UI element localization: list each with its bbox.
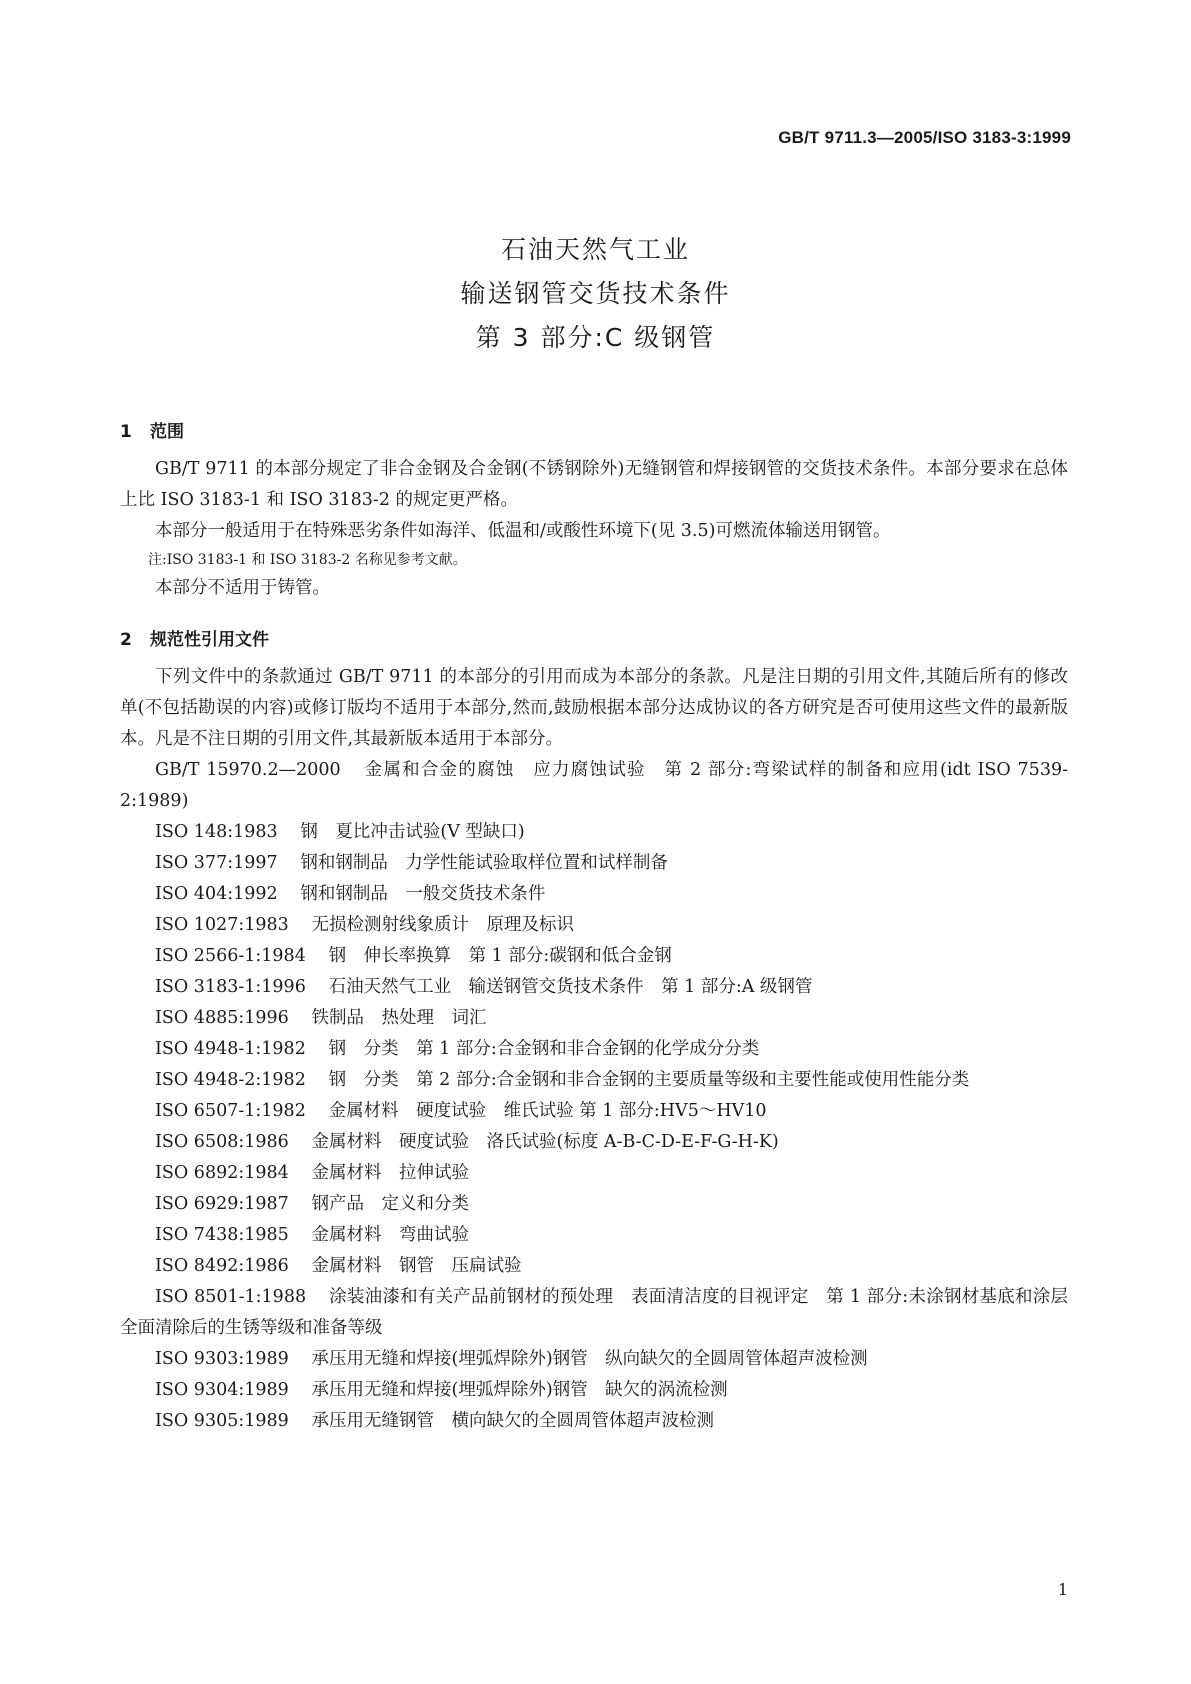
paragraph: 本部分不适用于铸管。 <box>155 578 330 598</box>
reference-code: ISO 6507-1:1982 <box>155 1101 306 1121</box>
reference-item <box>120 1344 1068 1375</box>
reference-code: ISO 6508:1986 <box>155 1132 289 1152</box>
reference-code: ISO 9304:1989 <box>155 1380 289 1400</box>
reference-item <box>120 1406 1068 1437</box>
section-1-heading <box>120 410 1068 454</box>
reference-item <box>120 755 1068 817</box>
section-title: 规范性引用文件 <box>150 630 269 650</box>
reference-title: 无损检测射线象质计 原理及标识 <box>311 915 575 935</box>
reference-title: 金属材料 硬度试验 维氏试验 第 1 部分:HV5～HV10 <box>328 1101 767 1121</box>
reference-item <box>120 1251 1068 1282</box>
title-line-2: 输送钢管交货技术条件 <box>460 279 731 308</box>
title-line-1: 石油天然气工业 <box>500 235 690 264</box>
reference-item <box>120 1189 1068 1220</box>
reference-title: 钢和钢制品 力学性能试验取样位置和试样制备 <box>300 853 668 873</box>
reference-code: ISO 9305:1989 <box>155 1411 289 1431</box>
reference-title: 铁制品 热处理 词汇 <box>311 1008 487 1028</box>
reference-code: ISO 377:1997 <box>155 853 278 873</box>
reference-title: 金属材料 钢管 压扁试验 <box>311 1256 522 1276</box>
reference-code: ISO 4948-1:1982 <box>155 1039 306 1059</box>
reference-item <box>120 1034 1068 1065</box>
reference-title: 钢 分类 第 1 部分:合金钢和非合金钢的化学成分分类 <box>328 1039 760 1059</box>
reference-item <box>120 910 1068 941</box>
reference-code: ISO 404:1992 <box>155 884 278 904</box>
paragraph: GB/T 9711 的本部分规定了非合金钢及合金钢(不锈钢除外)无缝钢管和焊接钢管的交货技术条件。本部分要求在总体上比 ISO 3183-1 和 ISO 3183-2 的规定更严格。 <box>120 459 1068 510</box>
section-title: 范围 <box>150 422 184 442</box>
document-title <box>0 228 1191 360</box>
reference-title: 钢产品 定义和分类 <box>311 1194 470 1214</box>
reference-title: 钢 夏比冲击试验(V 型缺口) <box>300 822 525 842</box>
note: 注:ISO 3183-1 和 ISO 3183-2 名称见参考文献。 <box>148 552 467 568</box>
reference-title: 金属材料 弯曲试验 <box>311 1225 470 1245</box>
paragraph: 下列文件中的条款通过 GB/T 9711 的本部分的引用而成为本部分的条款。凡是注日期的引用文件,其随后所有的修改单(不包括勘误的内容)或修订版均不适用于本部分,然而,鼓励根据本部分达成协议的各方研究是否可使用这些文件的最新版本。凡是不注日期的引用文件,其最新版本适用于本部分。 <box>120 667 1068 749</box>
title-line-3: 第 3 部分:C 级钢管 <box>475 323 716 352</box>
reference-code: GB/T 15970.2—2000 <box>155 760 341 780</box>
section-number: 2 <box>120 630 132 650</box>
reference-item <box>120 848 1068 879</box>
reference-item <box>120 941 1068 972</box>
reference-code: ISO 4885:1996 <box>155 1008 289 1028</box>
reference-item <box>120 1096 1068 1127</box>
reference-list <box>120 755 1068 1437</box>
reference-title: 涂装油漆和有关产品前钢材的预处理 表面清洁度的目视评定 第 1 部分:未涂钢材基底和涂层全面清除后的生锈等级和准备等级 <box>120 1287 1069 1338</box>
reference-item <box>120 1003 1068 1034</box>
reference-title: 钢 分类 第 2 部分:合金钢和非合金钢的主要质量等级和主要性能或使用性能分类 <box>328 1070 970 1090</box>
reference-item <box>120 1065 1068 1096</box>
paragraph: 本部分一般适用于在特殊恶劣条件如海洋、低温和/或酸性环境下(见 3.5)可燃流体输送用钢管。 <box>155 521 891 541</box>
reference-item <box>120 1127 1068 1158</box>
section-2-heading <box>120 618 1068 662</box>
reference-code: ISO 6929:1987 <box>155 1194 289 1214</box>
standard-number: GB/T 9711.3—2005/ISO 3183-3:1999 <box>778 128 1071 147</box>
reference-code: ISO 8492:1986 <box>155 1256 289 1276</box>
reference-code: ISO 1027:1983 <box>155 915 289 935</box>
reference-code: ISO 7438:1985 <box>155 1225 289 1245</box>
reference-code: ISO 8501-1:1988 <box>155 1287 307 1307</box>
reference-code: ISO 148:1983 <box>155 822 278 842</box>
reference-title: 石油天然气工业 输送钢管交货技术条件 第 1 部分:A 级钢管 <box>328 977 813 997</box>
reference-code: ISO 9303:1989 <box>155 1349 289 1369</box>
reference-title: 承压用无缝和焊接(埋弧焊除外)钢管 缺欠的涡流检测 <box>311 1380 728 1400</box>
section-number: 1 <box>120 422 132 442</box>
reference-code: ISO 6892:1984 <box>155 1163 289 1183</box>
reference-title: 金属材料 拉伸试验 <box>311 1163 470 1183</box>
reference-title: 钢和钢制品 一般交货技术条件 <box>300 884 546 904</box>
reference-title: 承压用无缝和焊接(埋弧焊除外)钢管 纵向缺欠的全圆周管体超声波检测 <box>311 1349 868 1369</box>
reference-title: 钢 伸长率换算 第 1 部分:碳钢和低合金钢 <box>328 946 672 966</box>
reference-item <box>120 1282 1068 1344</box>
document-body <box>120 410 1068 1437</box>
reference-code: ISO 4948-2:1982 <box>155 1070 306 1090</box>
reference-title: 金属和合金的腐蚀 应力腐蚀试验 第 2 部分:弯梁试样的制备和应用(idt ISO 7539-2:1989) <box>120 760 1069 811</box>
reference-item <box>120 1220 1068 1251</box>
reference-item <box>120 879 1068 910</box>
reference-item <box>120 1375 1068 1406</box>
reference-item <box>120 1158 1068 1189</box>
reference-code: ISO 2566-1:1984 <box>155 946 306 966</box>
reference-item <box>120 972 1068 1003</box>
reference-title: 承压用无缝钢管 横向缺欠的全圆周管体超声波检测 <box>311 1411 715 1431</box>
reference-title: 金属材料 硬度试验 洛氏试验(标度 A-B-C-D-E-F-G-H-K) <box>311 1132 779 1152</box>
reference-item <box>120 817 1068 848</box>
reference-code: ISO 3183-1:1996 <box>155 977 306 997</box>
page-number: 1 <box>1057 1580 1068 1599</box>
